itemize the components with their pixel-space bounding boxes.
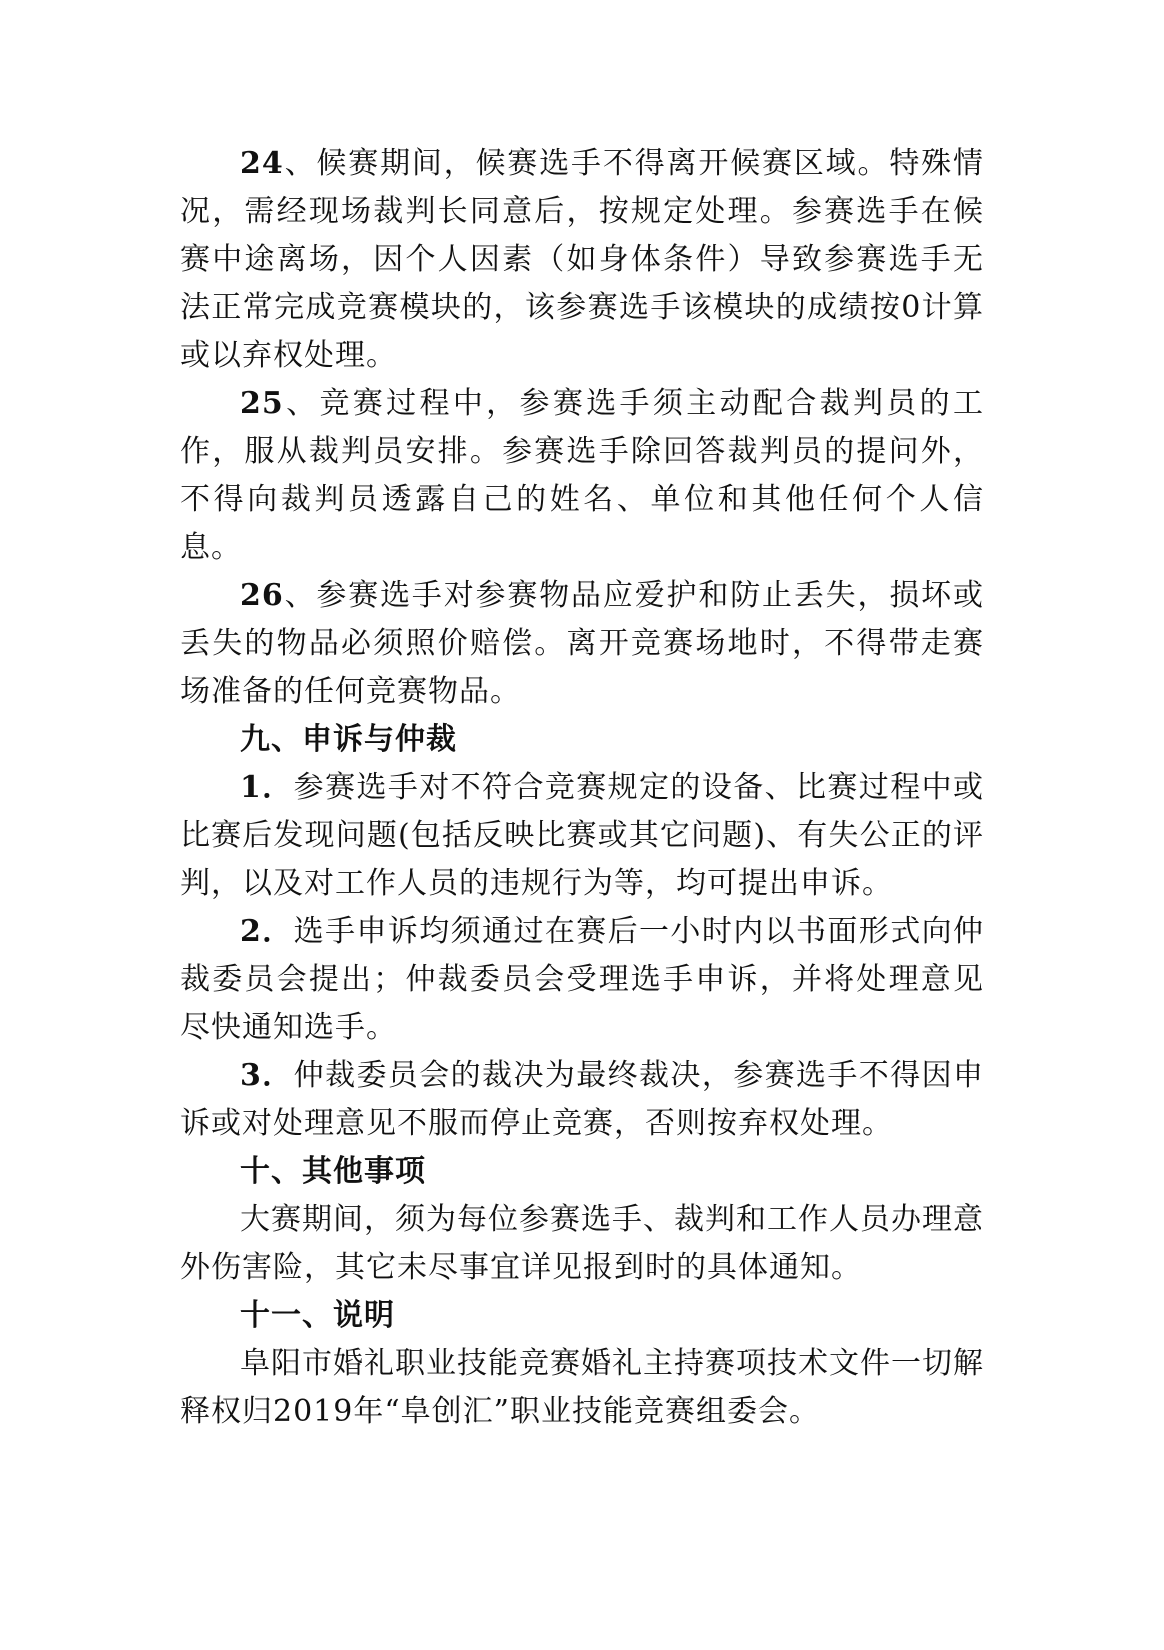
item-number: 3． <box>240 1058 294 1093</box>
paragraph-text: 、参赛选手对参赛物品应爱护和防止丢失，损坏或丢失的物品必须照价赔偿。离开竞赛场地时，不得带走赛场准备的任何竞赛物品。 <box>180 578 984 709</box>
item-number: 26 <box>240 578 284 613</box>
paragraph-appeal-2 <box>180 908 984 1052</box>
item-number: 24 <box>240 146 284 181</box>
section-heading-other: 十、其他事项 <box>240 1154 426 1189</box>
item-number: 1． <box>240 770 294 805</box>
item-number: 25 <box>240 386 284 421</box>
paragraph-explanation <box>180 1340 984 1436</box>
paragraph-text: 仲裁委员会的裁决为最终裁决，参赛选手不得因申诉或对处理意见不服而停止竞赛，否则按弃权处理。 <box>180 1058 985 1141</box>
paragraph-rule-24 <box>180 140 984 380</box>
paragraph-appeal-3 <box>180 1052 984 1148</box>
paragraph-text: 参赛选手对不符合竞赛规定的设备、比赛过程中或比赛后发现问题(包括反映比赛或其它问题)、有失公正的评判，以及对工作人员的违规行为等，均可提出申诉。 <box>180 770 985 901</box>
section-heading-appeal: 九、申诉与仲裁 <box>240 722 457 757</box>
paragraph-text: 阜阳市婚礼职业技能竞赛婚礼主持赛项技术文件一切解释权归2019年“阜创汇”职业技能竞赛组委会。 <box>180 1346 984 1429</box>
paragraph-other <box>180 1196 984 1292</box>
paragraph-text: 、竞赛过程中，参赛选手须主动配合裁判员的工作，服从裁判员安排。参赛选手除回答裁判员的提问外，不得向裁判员透露自己的姓名、单位和其他任何个人信息。 <box>180 386 984 565</box>
section-heading-explanation: 十一、说明 <box>240 1298 395 1333</box>
paragraph-text: 大赛期间，须为每位参赛选手、裁判和工作人员办理意外伤害险，其它未尽事宜详见报到时的具体通知。 <box>180 1202 984 1285</box>
paragraph-text: 、候赛期间，候赛选手不得离开候赛区域。特殊情况，需经现场裁判长同意后，按规定处理。参赛选手在候赛中途离场，因个人因素（如身体条件）导致参赛选手无法正常完成竞赛模块的，该参赛选手该模块的成绩按0计算或以弃权处理。 <box>180 146 984 373</box>
item-number: 2． <box>240 914 294 949</box>
paragraph-appeal-1 <box>180 764 984 908</box>
paragraph-rule-25 <box>180 380 984 572</box>
paragraph-text: 选手申诉均须通过在赛后一小时内以书面形式向仲裁委员会提出；仲裁委员会受理选手申诉，并将处理意见尽快通知选手。 <box>180 914 985 1045</box>
paragraph-rule-26 <box>180 572 984 716</box>
